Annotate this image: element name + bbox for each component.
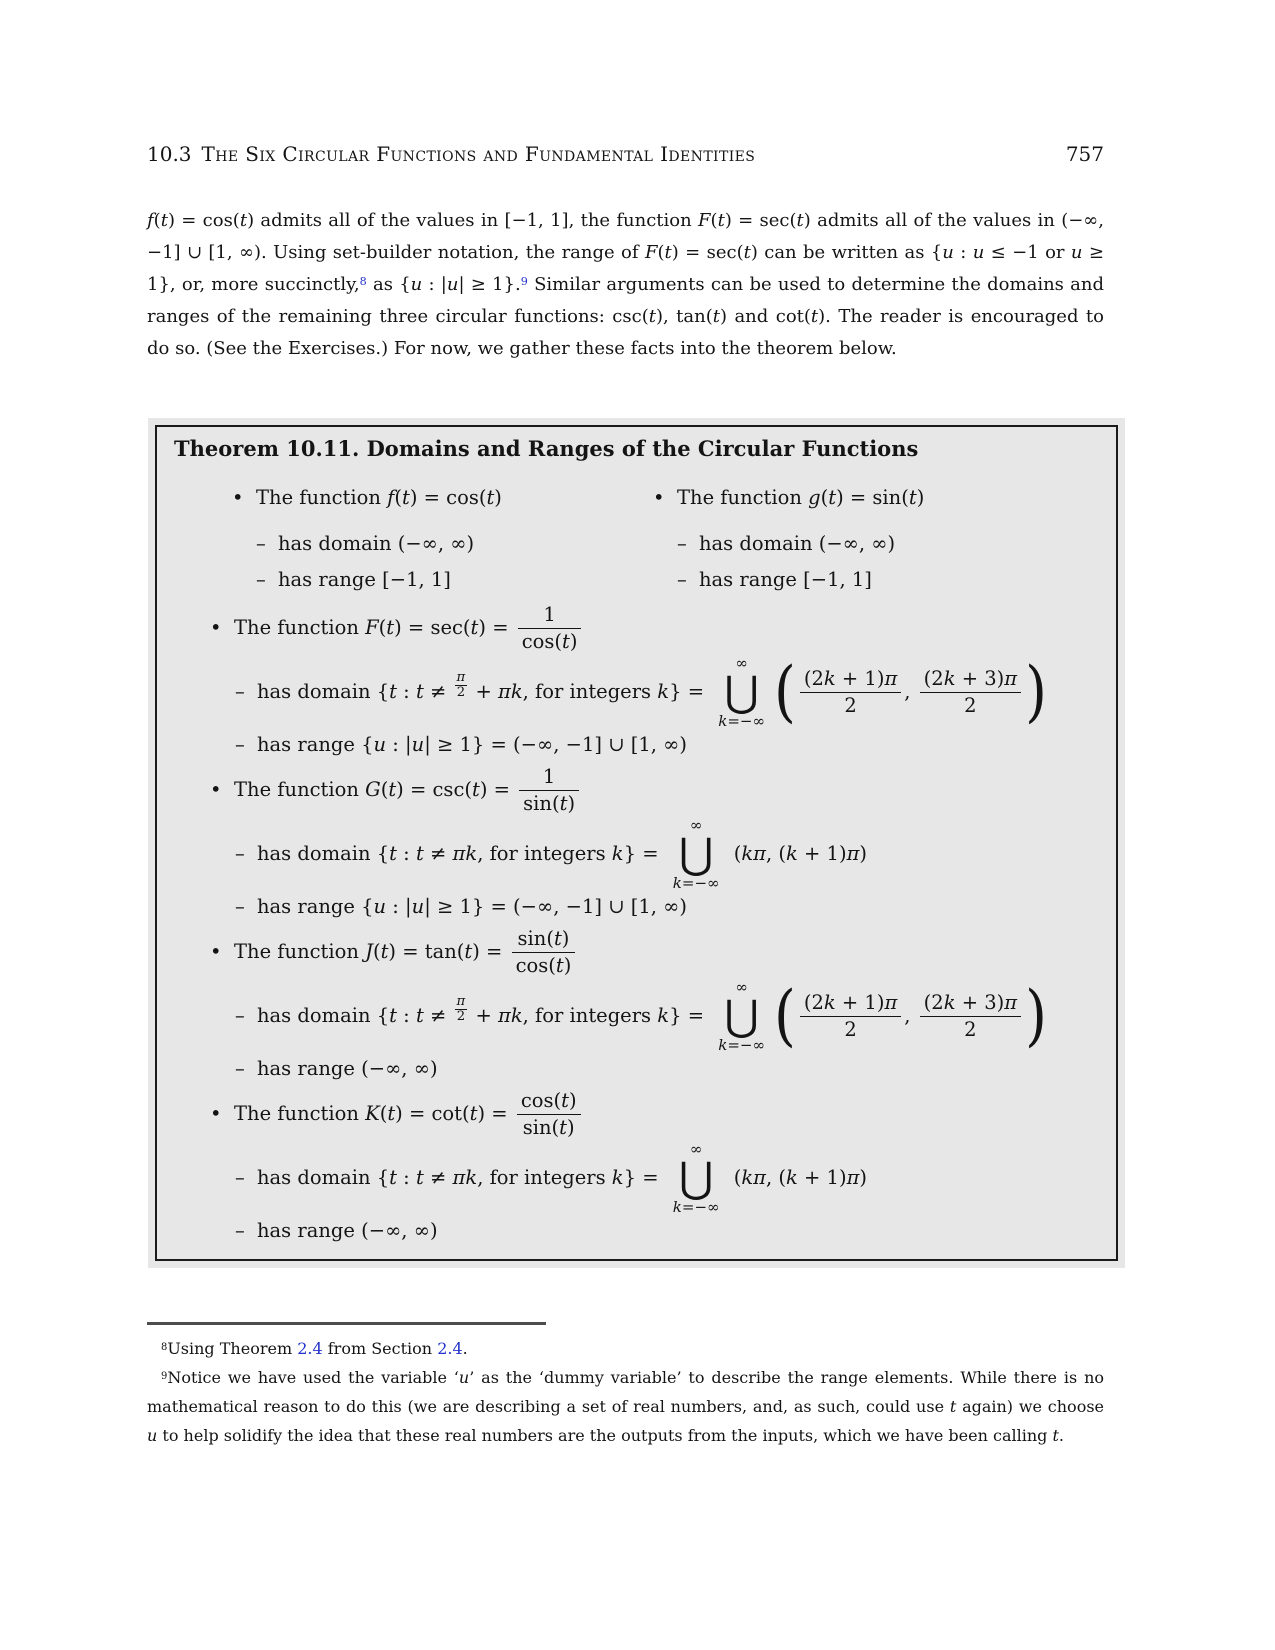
cross-reference-link[interactable]: 2.4 — [437, 1339, 463, 1358]
dash-marker: – — [235, 895, 245, 918]
dash-marker: – — [677, 532, 687, 555]
sec-function-item — [210, 603, 1100, 759]
domain-text: has domain {t : t ≠ πk, for integers k} = ∞ ⋃ k=−∞ (kπ, (k + 1)π) — [257, 816, 867, 892]
theorem-title: Theorem 10.11. Domains and Ranges of the Circular Functions — [174, 436, 919, 461]
fraction: $\frac{1}{\sin(t)}$ — [519, 765, 579, 816]
footnote-rule — [147, 1322, 546, 1325]
fraction: $\frac{1}{\cos(t)}$ — [518, 603, 582, 654]
union-operator: ∞ ⋃ k=−∞ — [672, 816, 720, 892]
theorem-box — [148, 418, 1125, 1268]
cot-function-item — [210, 1089, 1100, 1245]
range-text: has range {u : |u| ≥ 1} = (−∞, −1] ∪ [1, ∞) — [257, 895, 687, 918]
domain-text: has domain (−∞, ∞) — [699, 532, 896, 555]
range-line — [235, 1217, 1100, 1245]
dash-marker: – — [256, 568, 266, 591]
domain-text: has domain (−∞, ∞) — [278, 532, 475, 555]
union-operator: ∞ ⋃ k=−∞ — [672, 1140, 720, 1216]
sin-function-item — [653, 483, 924, 595]
sin-head-text: The function g(t) = sin(t) — [677, 486, 925, 509]
page-number: 757 — [1065, 142, 1104, 166]
bullet-marker: • — [210, 1102, 222, 1125]
sin-head-line — [653, 483, 924, 513]
section-heading — [147, 142, 755, 166]
dash-marker: – — [256, 532, 266, 555]
bullet-marker: • — [210, 778, 222, 801]
dash-marker: – — [235, 1004, 245, 1027]
domain-line — [235, 977, 1100, 1055]
tan-head-text: The function J(t) = tan(t) = $\frac{\sin(t)}{\cos(t)}$ — [234, 940, 578, 963]
domain-line — [677, 529, 924, 559]
range-text: has range [−1, 1] — [278, 568, 451, 591]
cross-reference-link[interactable]: 2.4 — [297, 1339, 323, 1358]
cot-head-text: The function K(t) = cot(t) = $\frac{\cos(t)}{\sin(t)}$ — [234, 1102, 584, 1125]
cos-function-item — [232, 483, 595, 595]
cot-head-line — [210, 1089, 1100, 1140]
running-header — [147, 142, 1104, 166]
bullet-marker: • — [653, 486, 665, 509]
bullet-marker: • — [210, 940, 222, 963]
range-text: has range (−∞, ∞) — [257, 1219, 438, 1242]
theorem-box-frame — [155, 425, 1118, 1261]
cos-sin-row — [174, 483, 1100, 595]
range-text: has range (−∞, ∞) — [257, 1057, 438, 1080]
domain-line — [235, 818, 1100, 891]
range-text: has range [−1, 1] — [699, 568, 872, 591]
fraction: $\frac{(2k + 1)\pi}{2}$ — [800, 991, 901, 1042]
fraction: $\frac{\sin(t)}{\cos(t)}$ — [512, 927, 576, 978]
domain-line — [256, 529, 595, 559]
footnote-9: $^9$Notice we have used the variable ‘u’ as the ‘dummy variable’ to describe the range elements. While there is no mathematical reason to do this (we are describing a set of real numbers, and, as such, could use t again) we choose u to help solidify the idea that these real numbers are the outputs from the inputs, which we have been calling t. — [147, 1368, 1105, 1445]
footnote-8: $^8$Using Theorem 2.4 from Section 2.4. — [161, 1339, 468, 1358]
range-line — [677, 565, 924, 595]
dash-marker: – — [235, 680, 245, 703]
footnote-marker-link[interactable]: 9 — [520, 274, 528, 288]
bullet-marker: • — [232, 486, 244, 509]
dash-marker: – — [235, 842, 245, 865]
domain-line — [235, 1142, 1100, 1215]
range-line — [256, 565, 595, 595]
domain-text: has domain {t : t ≠ $\frac{\pi}{2}$ + πk, for integers k} = ∞ ⋃ k=−∞ ( $\frac{(2k + 1)\pi}{2}$ , $\frac{(2k + 3)\pi}{2}$ ) — [257, 977, 1047, 1055]
dash-marker: – — [677, 568, 687, 591]
footnotes-area — [147, 1322, 1104, 1450]
fraction: $\frac{(2k + 3)\pi}{2}$ — [920, 667, 1021, 718]
section-number: 10.3 — [147, 142, 192, 166]
union-operator: ∞ ⋃ k=−∞ — [718, 978, 765, 1054]
range-line — [235, 731, 1100, 759]
intro-paragraph: f(t) = cos(t) admits all of the values in [−1, 1], the function F(t) = sec(t) admits all of the values in (−∞, −1] ∪ [1, ∞). Using set-builder notation, the range of F(t) = sec(t) can be written as {u : u ≤ −1 or u ≥ 1}, or, more succinctly,$^8$ as {u : |u| ≥ 1}.$^9$ Similar arguments can be used to determine the domains and ranges of the remaining three circular functions: csc(t), tan(t) and cot(t). The reader is encouraged to do so. (See the Exercises.) For now, we gather these facts into the theorem below. — [147, 210, 1105, 359]
dash-marker: – — [235, 1057, 245, 1080]
dash-marker: – — [235, 733, 245, 756]
fraction: $\frac{\pi}{2}$ — [456, 994, 466, 1024]
fraction: $\frac{\cos(t)}{\sin(t)}$ — [517, 1089, 581, 1140]
csc-head-line — [210, 765, 1100, 816]
range-line — [235, 1055, 1100, 1083]
domain-text: has domain {t : t ≠ $\frac{\pi}{2}$ + πk, for integers k} = ∞ ⋃ k=−∞ ( $\frac{(2k + 1)\pi}{2}$ , $\frac{(2k + 3)\pi}{2}$ ) — [257, 653, 1047, 731]
dash-marker: – — [235, 1219, 245, 1242]
sec-head-line — [210, 603, 1100, 654]
union-operator: ∞ ⋃ k=−∞ — [718, 654, 765, 730]
bullet-marker: • — [210, 616, 222, 639]
tan-function-item — [210, 927, 1100, 1083]
dash-marker: – — [235, 1166, 245, 1189]
tan-head-line — [210, 927, 1100, 978]
csc-function-item — [210, 765, 1100, 921]
csc-head-text: The function G(t) = csc(t) = $\frac{1}{\sin(t)}$ — [234, 778, 582, 801]
sec-head-text: The function F(t) = sec(t) = $\frac{1}{\cos(t)}$ — [234, 616, 584, 639]
domain-line — [235, 653, 1100, 731]
range-line — [235, 893, 1100, 921]
cos-head-text: The function f(t) = cos(t) — [256, 486, 502, 509]
fraction: $\frac{\pi}{2}$ — [456, 670, 466, 700]
domain-text: has domain {t : t ≠ πk, for integers k} = ∞ ⋃ k=−∞ (kπ, (k + 1)π) — [257, 1140, 867, 1216]
cos-head-line — [232, 483, 595, 513]
fraction: $\frac{(2k + 1)\pi}{2}$ — [800, 667, 901, 718]
section-title: The Six Circular Functions and Fundamental Identities — [201, 142, 756, 166]
fraction: $\frac{(2k + 3)\pi}{2}$ — [920, 991, 1021, 1042]
range-text: has range {u : |u| ≥ 1} = (−∞, −1] ∪ [1, ∞) — [257, 733, 687, 756]
footnote-marker-link[interactable]: 8 — [359, 274, 367, 288]
